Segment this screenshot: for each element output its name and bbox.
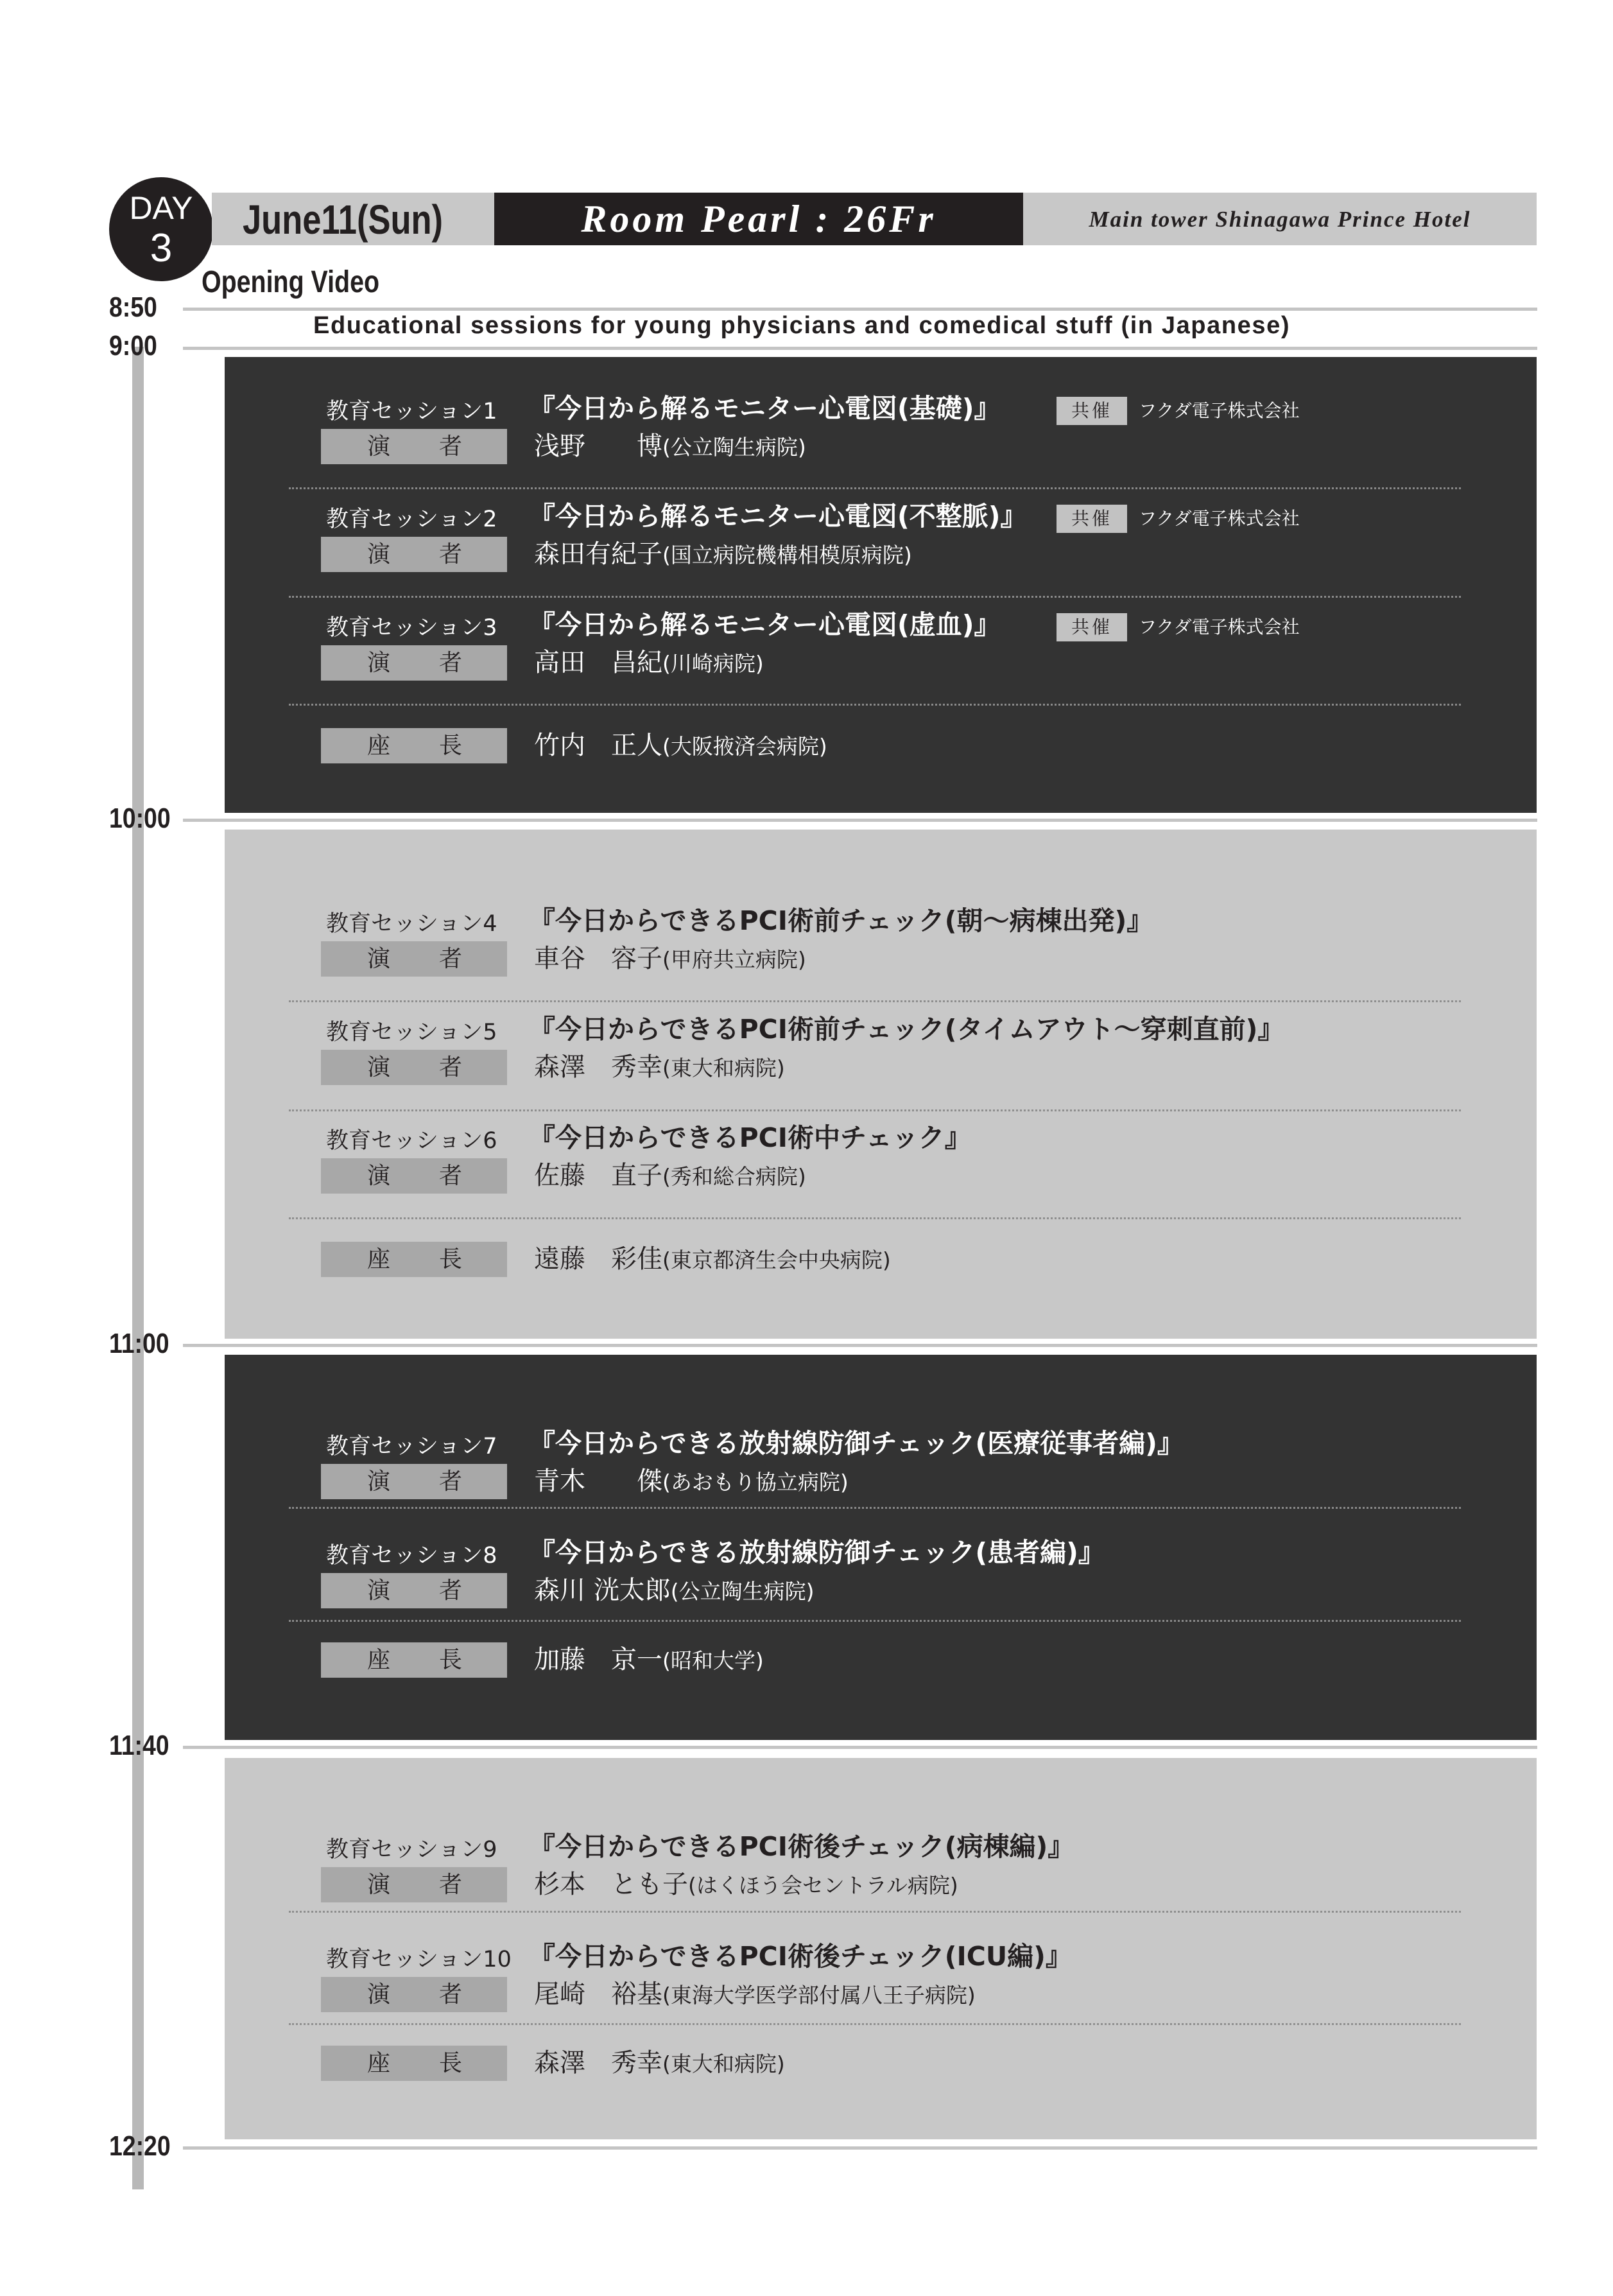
time-line-1000 [183, 819, 1537, 822]
chair-affiliation: (大阪掖済会病院) [662, 734, 827, 759]
speaker-name: 杉本 とも子 [534, 1870, 688, 1899]
speaker-tag [321, 429, 507, 464]
venue-text: Main tower Shinagawa Prince Hotel [1089, 207, 1471, 232]
speaker-name: 佐藤 直子 [534, 1161, 662, 1190]
speaker-tag [321, 1464, 507, 1499]
session-label: 教育セッション5 [326, 1020, 497, 1045]
timeline-bar [132, 347, 144, 2189]
time-label-1000: 10:00 [109, 803, 171, 834]
speaker-name: 車谷 容子 [534, 944, 662, 973]
speaker-tag [321, 1867, 507, 1902]
speaker-tag-char: 者 [439, 946, 463, 972]
session-label: 教育セッション10 [326, 1947, 512, 1972]
speaker-tag [321, 1050, 507, 1085]
chair-tag-char: 座 [367, 2050, 391, 2076]
session-title: 『今日から解るモニター心電図(基礎)』 [529, 393, 1001, 424]
chair-tag-char: 座 [367, 1246, 391, 1273]
chair-tag-char: 座 [367, 1647, 391, 1673]
room-text: Room Pearl : 26Fr [581, 198, 936, 240]
dotted-separator [289, 704, 1461, 706]
session-title: 『今日からできる放射線防御チェック(患者編)』 [529, 1537, 1105, 1568]
speaker-tag-char: 演 [367, 650, 391, 676]
chair [534, 2046, 785, 2081]
speaker-name: 森川 洸太郎 [534, 1576, 671, 1605]
speaker-tag-char: 演 [367, 946, 391, 972]
session-label: 教育セッション8 [326, 1543, 497, 1569]
session-title: 『今日から解るモニター心電図(虚血)』 [529, 609, 1001, 640]
chair-name: 森澤 秀幸 [534, 2048, 662, 2078]
time-label-1100: 11:00 [109, 1328, 169, 1359]
chair-tag-char: 座 [367, 733, 391, 759]
chair-tag [321, 2046, 507, 2081]
session-label: 教育セッション3 [326, 615, 497, 641]
session-block-4 [225, 1758, 1537, 2139]
speaker [534, 1978, 976, 2012]
speaker-affiliation: (はくほう会セントラル病院) [688, 1873, 958, 1898]
speaker-tag [321, 1977, 507, 2012]
chair-tag [321, 728, 507, 763]
chair [534, 729, 827, 763]
dotted-separator [289, 1507, 1461, 1509]
chair-tag-char: 長 [439, 2050, 463, 2076]
dotted-separator [289, 487, 1461, 489]
speaker-tag [321, 941, 507, 977]
sponsor-tag: 共催 [1057, 613, 1127, 641]
dotted-separator [289, 1109, 1461, 1111]
chair-affiliation: (昭和大学) [662, 1648, 764, 1673]
speaker-tag-char: 演 [367, 1054, 391, 1081]
time-line-1140 [183, 1746, 1537, 1749]
speaker [534, 1574, 814, 1608]
session-label: 教育セッション7 [326, 1434, 497, 1459]
sponsor-tag: 共催 [1057, 397, 1127, 425]
session-block-1 [225, 357, 1537, 813]
session-block-3 [225, 1355, 1537, 1740]
speaker-tag-char: 演 [367, 541, 391, 568]
program-subtitle: Educational sessions for young physicians and comedical stuff (in Japanese) [313, 312, 1291, 339]
session-title: 『今日からできる放射線防御チェック(医療従事者編)』 [529, 1428, 1184, 1459]
speaker [534, 646, 764, 681]
session-block-2 [225, 830, 1537, 1339]
speaker-tag-char: 者 [439, 433, 463, 460]
speaker-tag [321, 645, 507, 681]
chair-tag-char: 長 [439, 733, 463, 759]
dotted-separator [289, 2023, 1461, 2025]
time-label-1220: 12:20 [109, 2130, 171, 2162]
speaker-affiliation: (公立陶生病院) [662, 435, 806, 460]
speaker-tag-char: 者 [439, 1981, 463, 2008]
speaker-tag-char: 演 [367, 1981, 391, 2008]
dotted-separator [289, 1000, 1461, 1002]
speaker-affiliation: (川崎病院) [662, 651, 764, 676]
session-title: 『今日からできるPCI術後チェック(病棟編)』 [529, 1831, 1074, 1862]
dotted-separator [289, 1217, 1461, 1219]
speaker-name: 浅野 博 [534, 431, 662, 461]
speaker [534, 537, 912, 572]
speaker-tag-char: 者 [439, 1872, 463, 1898]
speaker-tag-char: 者 [439, 1468, 463, 1495]
chair-tag [321, 1642, 507, 1678]
speaker-name: 森澤 秀幸 [534, 1052, 662, 1082]
speaker-tag-char: 演 [367, 1163, 391, 1189]
dotted-separator [289, 1911, 1461, 1913]
session-label: 教育セッション4 [326, 911, 497, 937]
speaker [534, 1159, 806, 1194]
chair-name: 加藤 京一 [534, 1645, 662, 1674]
speaker [534, 942, 806, 977]
speaker-tag-char: 者 [439, 541, 463, 568]
chair-tag-char: 長 [439, 1246, 463, 1273]
speaker [534, 1465, 849, 1499]
day-label: DAY [129, 190, 193, 226]
session-title: 『今日からできるPCI術中チェック』 [529, 1122, 971, 1153]
time-line-1220 [183, 2146, 1537, 2150]
sponsor-name: フクダ電子株式会社 [1139, 508, 1300, 529]
chair-name: 竹内 正人 [534, 731, 662, 760]
session-title: 『今日からできるPCI術後チェック(ICU編)』 [529, 1941, 1072, 1972]
session-label: 教育セッション9 [326, 1837, 497, 1863]
speaker [534, 1050, 785, 1085]
speaker [534, 1868, 958, 1902]
speaker-name: 尾崎 裕基 [534, 1979, 662, 2009]
day-badge [109, 177, 213, 281]
chair-affiliation: (東京都済生会中央病院) [662, 1248, 891, 1273]
sponsor-name: フクダ電子株式会社 [1139, 616, 1300, 638]
chair-tag-char: 長 [439, 1647, 463, 1673]
chair [534, 1242, 891, 1277]
session-label: 教育セッション1 [326, 399, 497, 424]
speaker-name: 高田 昌紀 [534, 648, 662, 677]
speaker-tag-char: 者 [439, 650, 463, 676]
time-line-1100 [183, 1344, 1537, 1347]
day-number: 3 [150, 226, 173, 270]
session-label: 教育セッション6 [326, 1128, 497, 1154]
venue-bar [1023, 193, 1537, 245]
speaker-tag-char: 演 [367, 433, 391, 460]
speaker-name: 青木 傑 [534, 1466, 662, 1496]
date-text: June11(Sun) [243, 196, 444, 243]
speaker-affiliation: (東海大学医学部付属八王子病院) [662, 1983, 976, 2008]
session-title: 『今日からできるPCI術前チェック(朝～病棟出発)』 [529, 905, 1153, 936]
time-label-0850: 8:50 [109, 291, 157, 323]
speaker-name: 森田有紀子 [534, 539, 662, 569]
speaker [534, 430, 806, 464]
speaker-affiliation: (あおもり協立病院) [662, 1470, 849, 1495]
speaker-tag [321, 1158, 507, 1194]
speaker-affiliation: (国立病院機構相模原病院) [662, 543, 912, 568]
speaker-tag-char: 者 [439, 1578, 463, 1604]
opening-video-label: Opening Video [202, 265, 380, 299]
chair-tag [321, 1242, 507, 1277]
chair-affiliation: (東大和病院) [662, 2051, 785, 2076]
speaker-affiliation: (甲府共立病院) [662, 947, 806, 972]
sponsor-name: フクダ電子株式会社 [1139, 400, 1300, 421]
speaker-tag [321, 1573, 507, 1608]
time-label-0900: 9:00 [109, 330, 157, 361]
session-label: 教育セッション2 [326, 507, 497, 532]
speaker-affiliation: (東大和病院) [662, 1056, 785, 1081]
session-title: 『今日から解るモニター心電図(不整脈)』 [529, 501, 1027, 532]
speaker-tag [321, 537, 507, 572]
time-label-1140: 11:40 [109, 1730, 169, 1761]
speaker-tag-char: 演 [367, 1872, 391, 1898]
speaker-tag-char: 演 [367, 1578, 391, 1604]
room-bar [494, 193, 1023, 245]
speaker-tag-char: 者 [439, 1163, 463, 1189]
dotted-separator [289, 596, 1461, 598]
chair [534, 1643, 764, 1678]
chair-name: 遠藤 彩佳 [534, 1244, 662, 1274]
session-title: 『今日からできるPCI術前チェック(タイムアウト～穿刺直前)』 [529, 1014, 1284, 1045]
speaker-affiliation: (秀和総合病院) [662, 1164, 806, 1189]
speaker-tag-char: 演 [367, 1468, 391, 1495]
dotted-separator [289, 1620, 1461, 1622]
speaker-affiliation: (公立陶生病院) [670, 1579, 815, 1604]
speaker-tag-char: 者 [439, 1054, 463, 1081]
sponsor-tag: 共催 [1057, 505, 1127, 533]
time-line-0900 [183, 347, 1537, 350]
